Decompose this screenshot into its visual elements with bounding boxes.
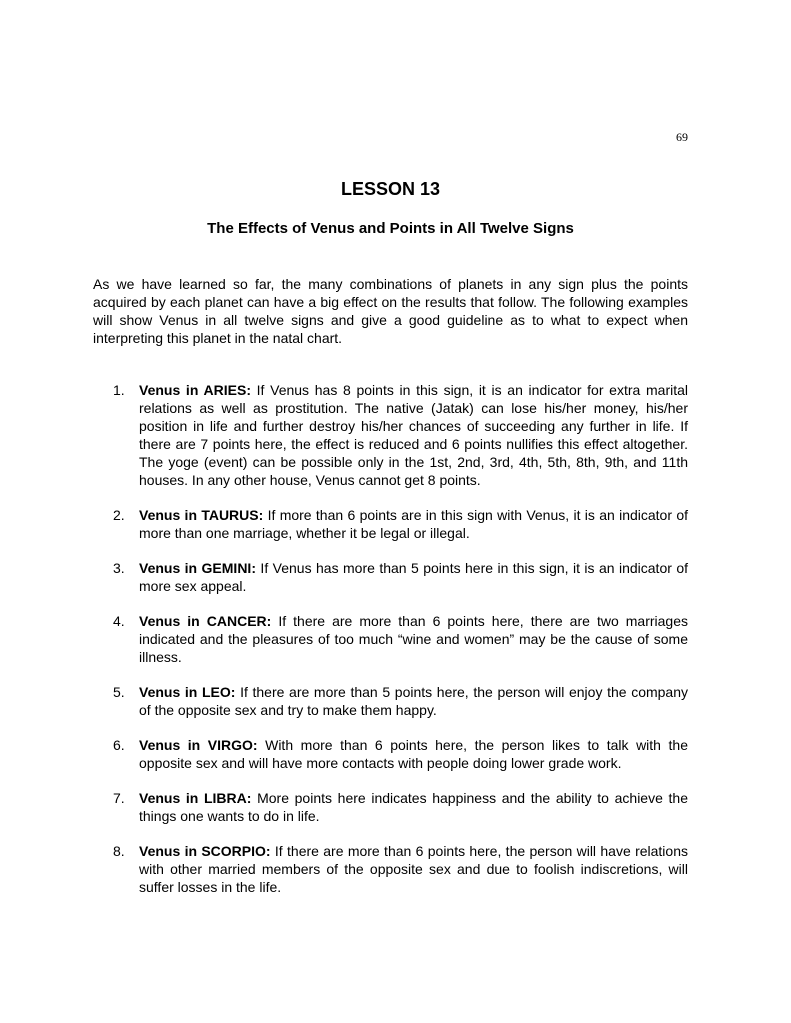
list-item-text: More points here indicates happiness and the ability to achieve the things one wants to do in life.	[139, 790, 688, 824]
list-item-number: 4.	[113, 613, 125, 629]
venus-signs-list	[93, 381, 688, 913]
list-item-heading: Venus in VIRGO:	[139, 737, 258, 753]
list-item-cancer	[93, 612, 688, 666]
list-item-text: If Venus has more than 5 points here in this sign, it is an indicator of more sex appeal.	[139, 560, 689, 594]
list-item-heading: Venus in TAURUS:	[139, 507, 264, 523]
list-item-libra	[93, 789, 688, 825]
list-item-text: If more than 6 points are in this sign with Venus, it is an indicator of more than one marriage, whether it be legal or illegal.	[139, 507, 689, 541]
list-item-text: If Venus has 8 points in this sign, it is an indicator for extra marital relations as well as prostitution. The native (Jatak) can lose his/her money, his/her position in life and further destroy his/her chances of succeeding any further in life. If there are 7 points here, the effect is reduced and 6 points nullifies this effect altogether. The yoge (event) can be possible only in the 1st, 2nd, 3rd, 4th, 5th, 8th, 9th, and 11th houses. In any other house, Venus cannot get 8 points.	[139, 382, 688, 488]
lesson-subtitle: The Effects of Venus and Points in All Twelve Signs	[207, 220, 574, 237]
list-item-number: 7.	[113, 790, 125, 806]
page-number: 69	[676, 130, 688, 144]
list-item-number: 5.	[113, 684, 125, 700]
list-item-number: 8.	[113, 843, 125, 859]
list-item-text: If there are more than 5 points here, the person will enjoy the company of the opposite sex and try to make them happy.	[139, 684, 689, 718]
list-item-gemini	[93, 559, 688, 595]
list-item-number: 6.	[113, 737, 125, 753]
list-item-taurus	[93, 506, 688, 542]
list-item-heading: Venus in CANCER:	[139, 613, 272, 629]
list-item-virgo	[93, 736, 688, 772]
list-item-heading: Venus in GEMINI:	[139, 560, 256, 576]
list-item-text: With more than 6 points here, the person likes to talk with the opposite sex and will have more contacts with people doing lower grade work.	[139, 737, 688, 771]
list-item-text: If there are more than 6 points here, the person will have relations with other married members of the opposite sex and due to foolish indiscretions, will suffer losses in the life.	[139, 843, 688, 895]
list-item-heading: Venus in LEO:	[139, 684, 236, 700]
list-item-leo	[93, 683, 688, 719]
list-item-heading: Venus in LIBRA:	[139, 790, 252, 806]
list-item-aries	[93, 381, 688, 489]
list-item-heading: Venus in SCORPIO:	[139, 843, 271, 859]
list-item-number: 2.	[113, 507, 125, 523]
list-item-text: If there are more than 6 points here, there are two marriages indicated and the pleasures of too much “wine and women” may be the cause of some illness.	[139, 613, 688, 665]
lesson-title: LESSON 13	[340, 179, 441, 199]
list-item-number: 3.	[113, 560, 125, 576]
list-item-number: 1.	[113, 382, 125, 398]
intro-paragraph: As we have learned so far, the many combinations of planets in any sign plus the points acquired by each planet can have a big effect on the results that follow. The following examples will show Venus in all twelve signs and give a good guideline as to what to expect when interpreting this planet in the natal chart.	[93, 276, 688, 346]
list-item-scorpio	[93, 842, 688, 896]
list-item-heading: Venus in ARIES:	[139, 382, 251, 398]
